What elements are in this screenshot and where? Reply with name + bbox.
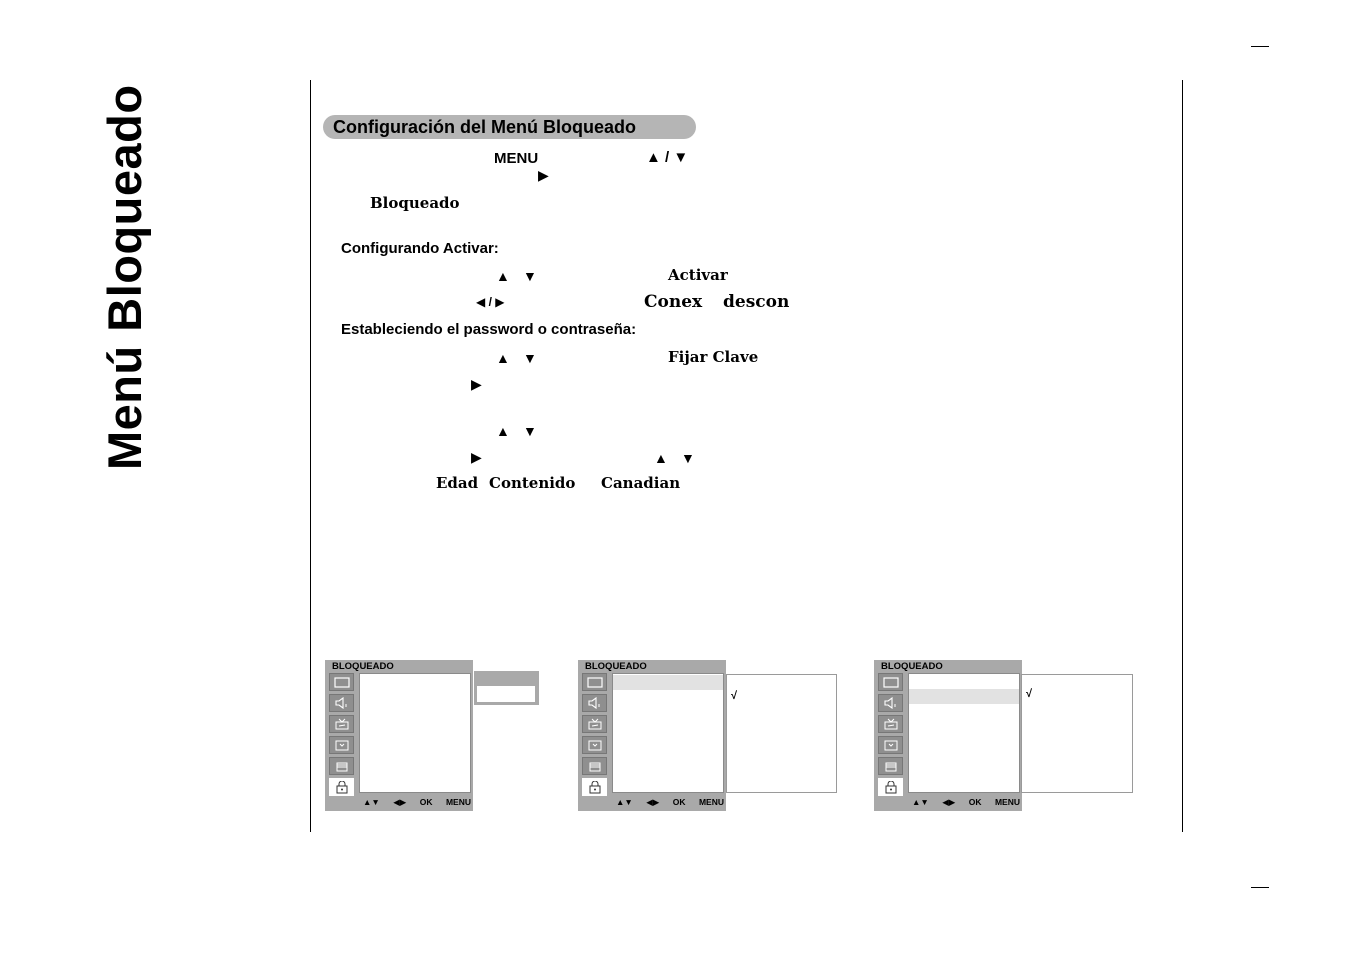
osd-title: BLOQUEADO — [585, 661, 647, 672]
highlighted-row — [613, 675, 723, 690]
menu-key-label: MENU — [494, 150, 539, 167]
lock-icon — [878, 778, 903, 796]
right-arrow-icon: ▶ — [471, 376, 482, 392]
up-arrow-icon: ▲ — [654, 450, 668, 466]
up-down-key: ▲▼ — [912, 797, 929, 807]
canadian-label: Canadian — [601, 474, 681, 492]
osd-menu-list — [359, 673, 471, 793]
contenido-label: Contenido — [489, 474, 576, 492]
highlighted-row — [909, 689, 1019, 704]
osd-submenu-2 — [726, 674, 837, 793]
conex-label: Conex — [644, 292, 703, 312]
crop-mark-top — [1251, 46, 1269, 47]
left-right-key: ◀▶ — [942, 797, 956, 807]
menu-key: MENU — [994, 797, 1020, 807]
down-arrow-icon: ▼ — [523, 350, 537, 366]
up-down-arrows-icon: ▲ / ▼ — [646, 149, 689, 166]
sound-icon — [878, 694, 903, 712]
osd-screen-1 — [325, 660, 473, 811]
channel-icon — [582, 715, 607, 733]
bloqueado-label: Bloqueado — [370, 194, 460, 212]
osd-menu-list — [908, 673, 1020, 793]
up-down-key: ▲▼ — [363, 797, 380, 807]
osd-menu-list — [612, 673, 724, 793]
osd-footer — [912, 797, 1020, 808]
time-icon — [878, 736, 903, 754]
menu-key: MENU — [445, 797, 471, 807]
osd-footer — [363, 797, 471, 808]
special-icon — [878, 757, 903, 775]
channel-icon — [878, 715, 903, 733]
down-arrow-icon: ▼ — [681, 450, 695, 466]
edad-label: Edad — [436, 474, 479, 492]
down-arrow-icon: ▼ — [523, 268, 537, 284]
left-right-key: ◀▶ — [646, 797, 660, 807]
special-icon — [329, 757, 354, 775]
password-heading: Estableciendo el password o contraseña: — [341, 321, 637, 338]
special-icon — [582, 757, 607, 775]
picture-icon — [582, 673, 607, 691]
time-icon — [329, 736, 354, 754]
up-arrow-icon: ▲ — [496, 423, 510, 439]
left-right-arrows-icon: ◀ / ▶ — [476, 295, 505, 309]
right-arrow-icon: ▶ — [471, 449, 482, 465]
ok-key: OK — [672, 797, 686, 807]
lock-icon — [329, 778, 354, 796]
osd-icon-column — [878, 673, 906, 799]
osd-screen-3 — [874, 660, 1022, 811]
up-arrow-icon: ▲ — [496, 268, 510, 284]
osd-icon-column — [329, 673, 357, 799]
picture-icon — [878, 673, 903, 691]
activar-label: Activar — [668, 266, 728, 284]
up-arrow-icon: ▲ — [496, 350, 510, 366]
up-down-key: ▲▼ — [616, 797, 633, 807]
sound-icon — [329, 694, 354, 712]
channel-icon — [329, 715, 354, 733]
osd-icon-column — [582, 673, 610, 799]
osd-title: BLOQUEADO — [332, 661, 394, 672]
section-title: Configuración del Menú Bloqueado — [323, 115, 696, 139]
activar-heading: Configurando Activar: — [341, 240, 499, 257]
picture-icon — [329, 673, 354, 691]
osd-screen-2 — [578, 660, 726, 811]
down-arrow-icon: ▼ — [523, 423, 537, 439]
lock-icon — [582, 778, 607, 796]
sound-icon — [582, 694, 607, 712]
right-arrow-icon: ▶ — [538, 167, 549, 183]
osd-footer — [616, 797, 724, 808]
osd-submenu-1 — [474, 671, 539, 705]
menu-key: MENU — [698, 797, 724, 807]
left-rule — [310, 80, 311, 832]
descon-label: descon — [723, 292, 790, 312]
check-mark: √ — [731, 690, 738, 702]
ok-key: OK — [419, 797, 433, 807]
osd-title: BLOQUEADO — [881, 661, 943, 672]
side-title: Menú Bloqueado — [98, 84, 151, 470]
left-right-key: ◀▶ — [393, 797, 407, 807]
check-mark: √ — [1026, 688, 1033, 700]
right-rule — [1182, 80, 1183, 832]
fijar-clave-label: Fijar Clave — [668, 348, 759, 366]
osd-submenu-3 — [1021, 674, 1133, 793]
time-icon — [582, 736, 607, 754]
crop-mark-bottom — [1251, 887, 1269, 888]
ok-key: OK — [968, 797, 982, 807]
